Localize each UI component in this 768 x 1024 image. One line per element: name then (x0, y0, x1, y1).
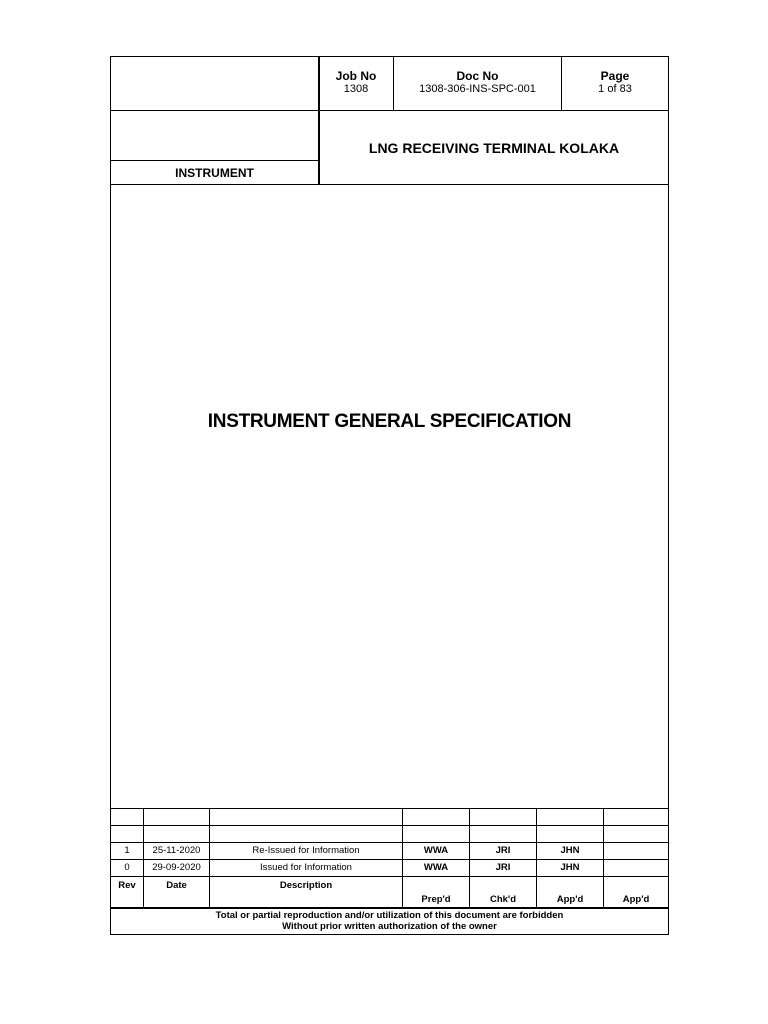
rev-prepd: WWA (423, 845, 449, 856)
footer-notice (111, 909, 668, 934)
rev-header-chkd: Chk'd (489, 893, 516, 905)
rev-header-prepd: Prep'd (421, 893, 451, 905)
page-label: Page (600, 69, 630, 83)
project-title: LNG RECEIVING TERMINAL KOLAKA (368, 139, 620, 156)
rev-number: 1 (124, 845, 130, 856)
rev-header-appd: App'd (556, 893, 584, 905)
document-frame (110, 56, 669, 935)
rev-description: Re-Issued for Information (252, 845, 360, 856)
rev-header-description: Description (279, 880, 333, 891)
rev-prepd: WWA (423, 862, 449, 873)
doc-no-label: Doc No (456, 69, 499, 83)
rev-description: Issued for Information (260, 862, 352, 873)
header-bottom-border (111, 184, 668, 185)
job-no-label: Job No (335, 69, 377, 83)
rev-appd: JHN (560, 845, 580, 856)
rev-row-divider (111, 825, 668, 826)
rev-appd: JHN (560, 862, 580, 873)
rev-header-appd-2: App'd (622, 893, 650, 905)
rev-header-rev: Rev (118, 880, 136, 891)
rev-chkd: JRI (495, 862, 511, 873)
footer-line-2: Without prior written authorization of the owner (282, 921, 497, 932)
rev-chkd: JRI (495, 845, 511, 856)
discipline-label: INSTRUMENT (175, 165, 254, 180)
page-value: 1 of 83 (598, 83, 632, 95)
rev-table-top-border (111, 808, 668, 809)
rev-header-date: Date (166, 880, 187, 891)
job-no-value: 1308 (343, 83, 369, 95)
footer-line-1: Total or partial reproduction and/or utilization of this document are forbidden (215, 910, 564, 921)
main-title: INSTRUMENT GENERAL SPECIFICATION (207, 411, 572, 432)
rev-date: 25-11-2020 (152, 845, 201, 856)
page-cell (562, 57, 668, 110)
rev-number: 0 (124, 862, 130, 873)
doc-no-cell (394, 57, 561, 110)
revision-table (111, 808, 668, 908)
doc-no-value: 1308-306-INS-SPC-001 (419, 83, 536, 95)
rev-date: 29-09-2020 (152, 862, 201, 873)
job-no-cell (319, 57, 393, 110)
